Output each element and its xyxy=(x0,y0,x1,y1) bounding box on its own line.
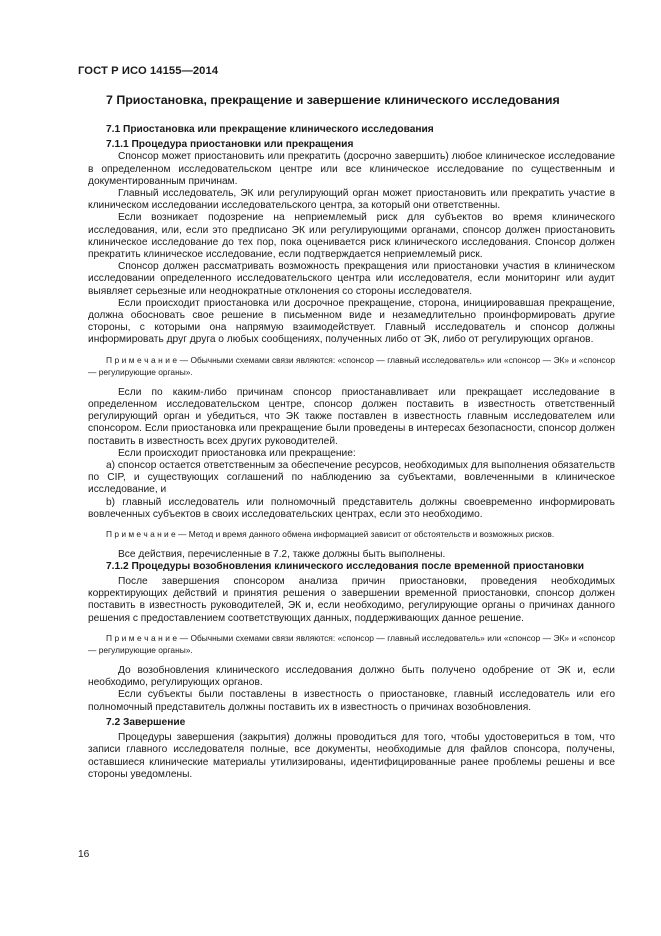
heading-7-1-2: 7.1.2 Процедуры возобновления клинического исследования после временной приостановки xyxy=(106,560,585,572)
note-label: П р и м е ч а н и е xyxy=(106,354,178,365)
paragraph: Главный исследователь, ЭК или регулирующий орган может приостановить или прекратить участие в клиническом исследовании исследовательского центра, за который они ответственны. xyxy=(88,188,615,212)
paragraph: Процедуры завершения (закрытия) должны проводиться для того, чтобы удостовериться в том, что записи главного исследователя полные, все документы, необходимые для файлов спонсора, получены, оставшиеся клинические материалы утилизированы, идентифицированные ранее проблемы решены и все стороны уведомлены. xyxy=(88,732,615,780)
heading-7-1-1: 7.1.1 Процедура приостановки или прекращения xyxy=(106,139,354,151)
paragraph: Спонсор может приостановить или прекратить (досрочно завершить) любое клиническое исследование в определенном исследовательском центре или все клиническое исследование по существенным и документированным причинам. xyxy=(88,151,615,187)
paragraph: Если происходит приостановка или прекращение: xyxy=(118,447,356,459)
document-body xyxy=(88,93,615,781)
paragraph: Если субъекты были поставлены в известность о приостановке, главный исследователь или его полномочный представитель должны поставить их в известность о причинах возобновления. xyxy=(88,689,615,713)
section-title: 7 Приостановка, прекращение и завершение клинического исследования xyxy=(106,93,560,107)
paragraph: После завершения спонсором анализа причин приостановки, проведения необходимых корректирующих действий и принятия решения о завершении временной приостановки, спонсор должен поставить в известность руководителей, ЭК и, если необходимо, регулирующие органы о причинах данного решения с предоставлением соответствующих данных, поддерживающих данное решение. xyxy=(88,576,615,624)
page-number: 16 xyxy=(78,849,90,860)
paragraph: Все действия, перечисленные в 7.2, также должны быть выполнены. xyxy=(118,548,446,560)
note xyxy=(88,632,615,657)
heading-7-1: 7.1 Приостановка или прекращение клинического исследования xyxy=(106,124,434,135)
note-text: — Метод и время данного обмена информацией зависит от обстоятельств и возможных рисков. xyxy=(175,529,555,540)
paragraph: До возобновления клинического исследования должно быть получено одобрение от ЭК и, если необходимо, регулирующих органов. xyxy=(88,665,615,689)
paragraph: Если возникает подозрение на неприемлемый риск для субъектов во время клинического исследования, или, если это предписано ЭК или регулирующими органами, спонсор должен приостановить клиническое исследование до тех пор, пока оценивается риск клинического исследования. Спонсор должен прекратить клиническое исследование, если подтверждается неприемлемый риск. xyxy=(88,212,615,261)
paragraph: Если происходит приостановка или досрочное прекращение, сторона, инициировавшая прекращение, должна обосновать свое решение в письменном виде и незамедлительно проинформировать другие стороны, с которыми она напрямую взаимодействует. Главный исследователь и спонсор должны информировать друг друга о любых сообщениях, полученных либо от ЭК, либо от регулирующих органов. xyxy=(88,297,615,346)
note-label: П р и м е ч а н и е xyxy=(106,529,176,540)
standard-code-header: ГОСТ Р ИСО 14155—2014 xyxy=(78,65,219,77)
paragraph: Спонсор должен рассматривать возможность прекращения или приостановки участия в клиническом исследовании определенного исследовательского центра или исследователя, если мониторинг или аудит выявляет серьезные или неоднократные отклонения со стороны исследователя. xyxy=(88,261,615,297)
note xyxy=(88,528,615,541)
note-label: П р и м е ч а н и е xyxy=(106,632,178,643)
list-item: a) спонсор остается ответственным за обеспечение ресурсов, необходимых для выполнения обязательств по CIP, и существующих соглашений по наблюдению за субъектами, вовлеченными в клиническое исследование, и xyxy=(88,460,615,496)
list-item: b) главный исследователь или полномочный представитель должны своевременно информировать вовлеченных субъектов в своих исследовательских центрах, если это необходимо. xyxy=(88,496,615,520)
note xyxy=(88,354,615,379)
note-text: — Обычными схемами связи являются: «спонсор — главный исследователь» или «спонсор — ЭК» и «спонсор — регулирующие органы». xyxy=(88,632,615,656)
heading-7-2: 7.2 Завершение xyxy=(106,716,186,728)
note-text: — Обычными схемами связи являются: «спонсор — главный исследователь» или «спонсор — ЭК» и «спонсор — регулирующие органы». xyxy=(88,354,615,378)
paragraph: Если по каким-либо причинам спонсор приостанавливает или прекращает исследование в определенном исследовательском центре, спонсор должен поставить в известность ответственный регулирующий орган и убедиться, что ЭК также поставлен в известность главным исследователем или спонсором. Если приостановка или прекращение были проведены в интересах безопасности, спонсор должен поставить в известность всех других руководителей. xyxy=(88,386,615,447)
